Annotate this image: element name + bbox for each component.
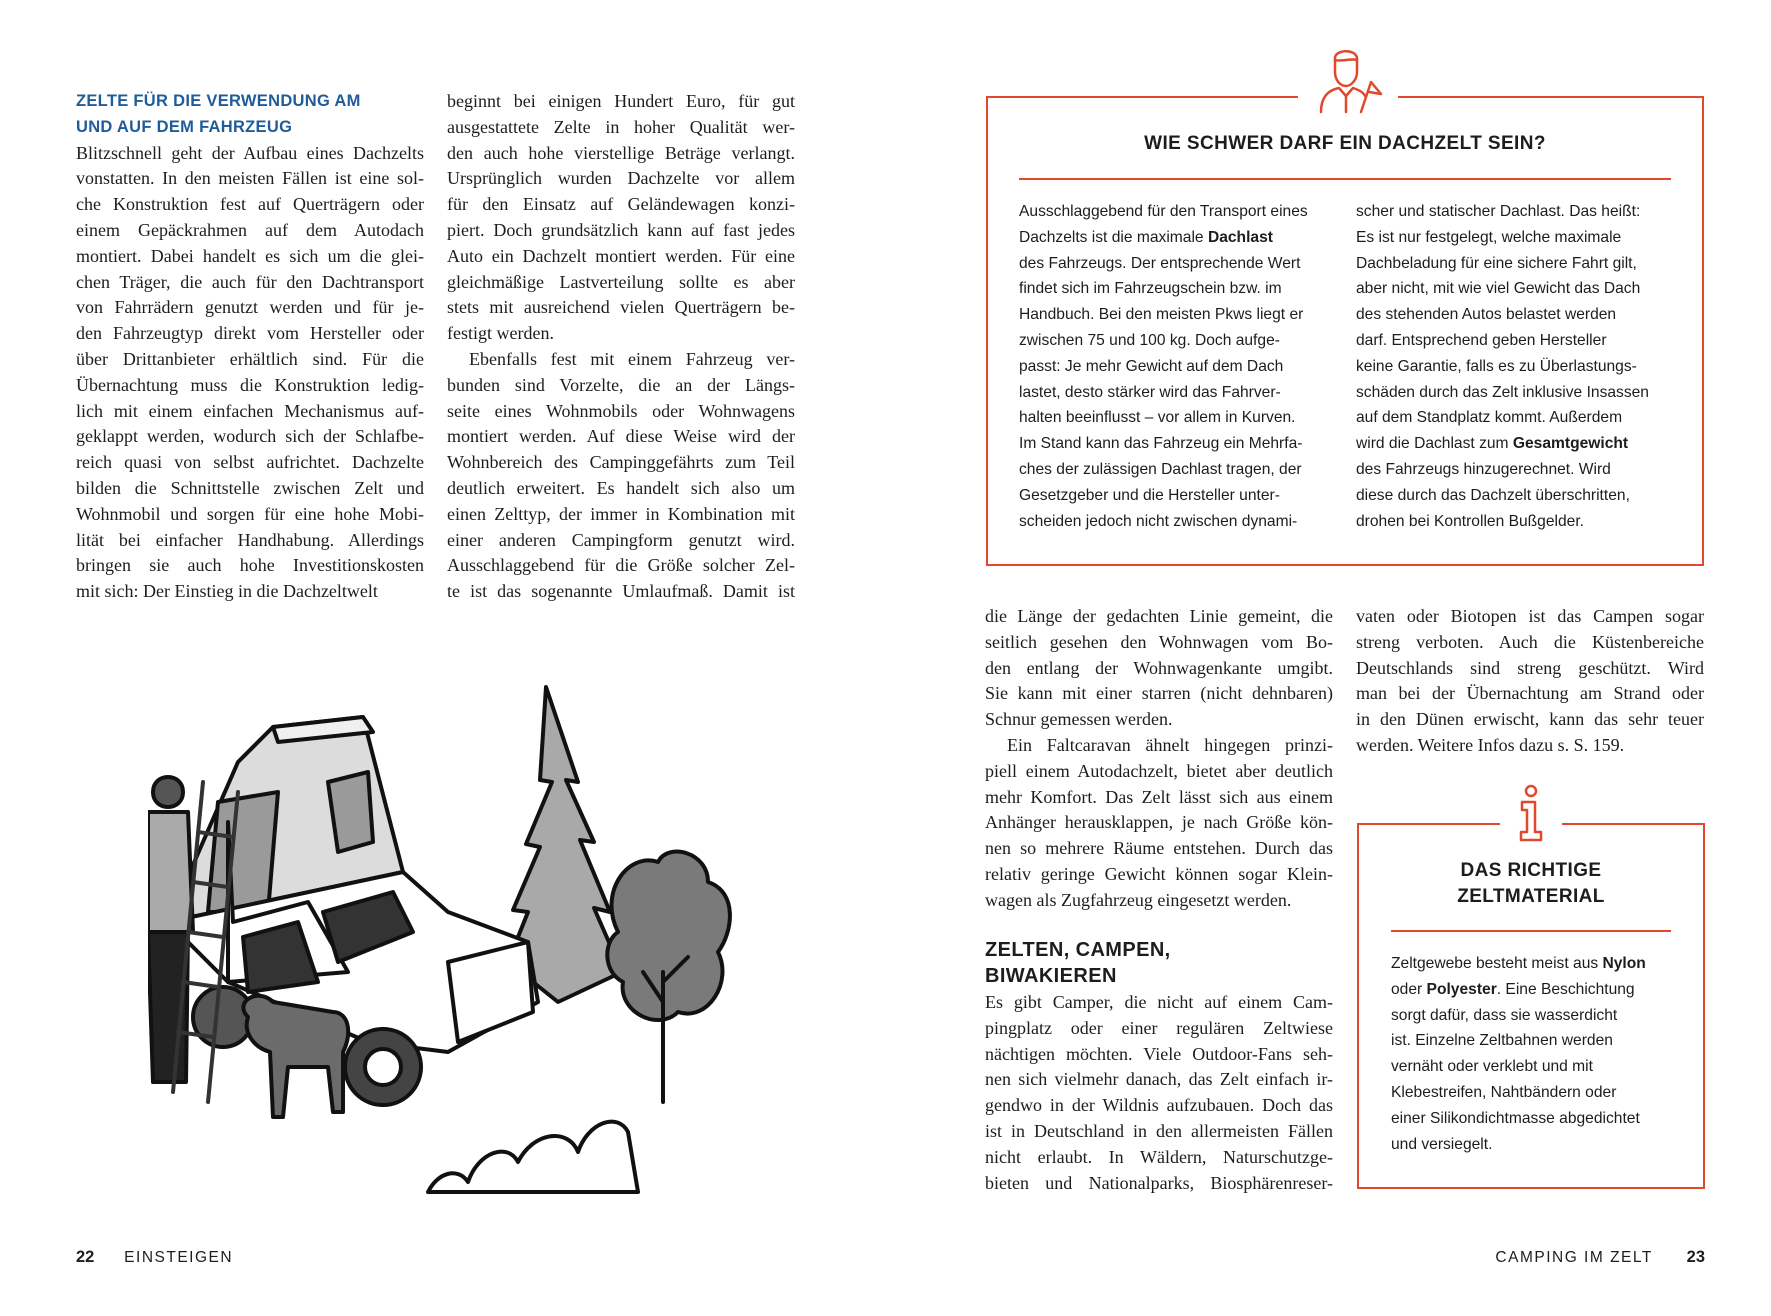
text-line: gendwo in der Wildnis aufzubauen. Doch das xyxy=(985,1095,1333,1116)
text-line: deutlich erweitert. Es handelt sich also um xyxy=(447,477,795,498)
page-number: 23 xyxy=(1686,1248,1705,1266)
text-line: Schnur gemessen werden. xyxy=(985,709,1173,730)
body-text xyxy=(985,990,1333,1196)
heading-line: ZELTEN, CAMPEN, xyxy=(985,939,1171,961)
text-line: von Fahrrädern genutzt werden und für je- xyxy=(76,297,424,318)
text-line: nen sich vielmehr danach, das Zelt einfach ir- xyxy=(985,1069,1333,1090)
text-line: die Länge der gedachten Linie gemeint, die xyxy=(985,606,1333,626)
text-line: mit sich: Der Einstieg in die Dachzeltwelt xyxy=(76,581,378,602)
text-line: Ausschlaggebend für die Größe solcher Zel- xyxy=(447,555,795,576)
weight-box-column-2 xyxy=(1356,199,1676,534)
body-text xyxy=(985,604,1333,914)
title-line: DAS RICHTIGE xyxy=(1460,860,1602,881)
text-line: Anhänger herausklappen, je nach Größe kön- xyxy=(985,812,1333,833)
text-segment: Dachzelts ist die maximale xyxy=(1019,228,1208,246)
text-line: man bei der Übernachtung am Strand oder xyxy=(1356,683,1704,704)
text-segment: Zeltgewebe besteht meist aus xyxy=(1391,955,1603,972)
text-line: findet sich im Fahrzeugschein bzw. im xyxy=(1019,280,1282,298)
text-line: halten beeinflusst – vor allem in Kurven. xyxy=(1019,409,1296,427)
text-segment: wird die Dachlast zum xyxy=(1356,435,1513,453)
bold-term: Nylon xyxy=(1602,955,1646,972)
text-line: Wohnmobil und sorgen für eine hohe Mobi- xyxy=(76,503,424,524)
text-line: lität bei einfacher Handhabung. Allerdings xyxy=(76,529,424,550)
text-line: che Konstruktion fest auf Querträgern oder xyxy=(76,194,424,215)
text-line: montiert werden. Auf diese Weise wird der xyxy=(447,426,795,447)
text-line: aber nicht, mit wie viel Gewicht das Dach xyxy=(1356,280,1641,298)
text-line: Handbuch. Bei den meisten Pkws liegt er xyxy=(1019,306,1304,324)
running-header: EINSTEIGEN xyxy=(124,1249,234,1266)
bold-term: Polyester xyxy=(1426,980,1497,998)
text-line: Es ist nur festgelegt, welche maximale xyxy=(1356,228,1622,246)
text-line: mehr Komfort. Das Zelt lässt sich aus einem xyxy=(985,786,1333,807)
text-line: vaten oder Biotopen ist das Campen sogar xyxy=(1356,606,1704,626)
text-line: montiert. Dabei handelt es sich um die glei- xyxy=(76,245,424,266)
text-line: bieten und Nationalparks, Biosphärenreser- xyxy=(985,1172,1333,1193)
text-segment: oder xyxy=(1391,980,1427,998)
text-line: te ist das sogenannte Umlaufmaß. Damit ist xyxy=(447,581,795,602)
text-line: darf. Entsprechend geben Hersteller xyxy=(1356,331,1607,349)
text-line: nen so mehrere Räume entstehen. Durch das xyxy=(985,838,1333,859)
text-line: wagen als Zugfahrzeug eingesetzt werden. xyxy=(985,889,1292,910)
text-line: relativ geringe Gewicht können sogar Klein- xyxy=(985,863,1333,884)
text-line xyxy=(1391,977,1711,1003)
text-line: Ein Faltcaravan ähnelt hingegen prinzi- xyxy=(1007,734,1333,755)
text-line: des stehenden Autos belastet werden xyxy=(1356,306,1617,324)
box-text xyxy=(1391,951,1711,1157)
text-line: drohen bei Kontrollen Bußgelder. xyxy=(1356,512,1584,530)
running-header: CAMPING IM ZELT xyxy=(1495,1249,1653,1266)
text-line: Sie kann mit einer starren (nicht dehnbaren) xyxy=(985,683,1333,704)
weight-box-column-1 xyxy=(1019,199,1339,534)
text-line: lastet, desto stärker wird das Fahrver- xyxy=(1019,383,1281,401)
text-line: scher und statischer Dachlast. Das heißt: xyxy=(1356,203,1641,220)
text-line: vernäht oder verklebt und mit xyxy=(1391,1058,1593,1076)
text-line: gleichmäßige Lastverteilung sollte es aber xyxy=(447,271,795,292)
text-line: Es gibt Camper, die nicht auf einem Cam- xyxy=(985,992,1333,1012)
text-line: keine Garantie, falls es zu Überlastungs- xyxy=(1356,357,1637,375)
text-line: chen Träger, die auch für den Dachtransport xyxy=(76,271,424,292)
text-line: Dachbeladung für eine sichere Fahrt gilt, xyxy=(1356,254,1637,272)
box-text xyxy=(1356,199,1676,534)
heading-line: UND AUF DEM FAHRZEUG xyxy=(76,117,293,136)
text-line: nicht erlaubt. In Wäldern, Naturschutzge- xyxy=(985,1146,1333,1167)
text-line: piert. Doch grundsätzlich kann auf fast jedes xyxy=(447,219,795,240)
text-line: bilden die Schnittstelle zwischen Zelt und xyxy=(76,477,424,498)
text-line: Auto ein Dachzelt montiert werden. Für eine xyxy=(447,245,795,266)
right-footer xyxy=(1495,1248,1705,1267)
text-line: Blitzschnell geht der Aufbau eines Dachzelts xyxy=(76,142,424,163)
title-line: ZELTMATERIAL xyxy=(1457,886,1605,907)
text-line xyxy=(1019,225,1339,251)
right-column-2 xyxy=(1356,604,1704,759)
text-line: festigt werden. xyxy=(447,323,554,344)
divider xyxy=(1391,930,1671,932)
left-footer xyxy=(76,1248,233,1267)
text-line: einer Silikondichtmasse abgedichtet xyxy=(1391,1109,1640,1127)
text-line: Ebenfalls fest mit einem Fahrzeug ver- xyxy=(469,348,795,369)
bold-term: Gesamtgewicht xyxy=(1512,435,1629,453)
box-title: WIE SCHWER DARF EIN DACHZELT SEIN? xyxy=(1144,133,1546,154)
text-line: bunden sind Vorzelte, die an der Längs- xyxy=(447,374,795,395)
text-line: ausgestattete Zelte in hoher Qualität wer- xyxy=(447,116,795,137)
text-line: den entlang der Wohnwagenkante umgibt. xyxy=(985,657,1333,678)
text-line: seite eines Wohnmobils oder Wohnwagens xyxy=(447,400,795,421)
text-line: Ausschlaggebend für den Transport eines xyxy=(1019,203,1308,220)
heading-line: BIWAKIEREN xyxy=(985,965,1117,987)
info-icon xyxy=(1516,784,1546,844)
text-line: zwischen 75 und 100 kg. Doch aufge- xyxy=(1019,331,1280,349)
text-line: lich mit einem einfachen Mechanismus auf- xyxy=(76,400,424,421)
right-column-1 xyxy=(985,604,1333,914)
text-line: vonstatten. In den meisten Fällen ist eine sol- xyxy=(76,168,424,189)
text-line: werden. Weitere Infos dazu s. S. 159. xyxy=(1356,734,1625,755)
text-line: ist in Deutschland in den allermeisten Fällen xyxy=(985,1120,1333,1141)
divider xyxy=(1019,178,1671,180)
heading-line: ZELTE FÜR DIE VERWENDUNG AM xyxy=(76,92,361,110)
text-line: für den Einsatz auf Geländewagen konzi- xyxy=(447,194,795,215)
text-line: pingplatz oder einer regulären Zeltwiese xyxy=(985,1017,1333,1038)
text-line: passt: Je mehr Gewicht auf dem Dach xyxy=(1019,357,1284,375)
text-line: geklappt werden, wodurch sich der Schlafbe- xyxy=(76,426,424,447)
text-line: ist. Einzelne Zeltbahnen werden xyxy=(1391,1032,1613,1050)
text-line: seitlich gesehen den Wohnwagen vom Bo- xyxy=(985,631,1333,652)
text-line: diese durch das Dachzelt überschritten, xyxy=(1356,486,1630,504)
text-line: Deutschlands sind streng geschützt. Wird xyxy=(1356,657,1704,678)
text-line xyxy=(1356,431,1676,457)
body-text xyxy=(447,89,795,605)
text-line: Übernachtung muss die Konstruktion ledig- xyxy=(76,374,424,395)
text-line: des Fahrzeugs hinzugerechnet. Wird xyxy=(1356,460,1611,478)
left-column-1 xyxy=(76,89,424,605)
text-line: Ursprünglich wurden Dachzelte vor allem xyxy=(447,168,795,189)
text-line: piell einem Autodachzelt, bietet aber deutlich xyxy=(985,760,1333,781)
box-title xyxy=(1357,858,1705,910)
text-line: in den Dünen erwischt, kann das sehr teuer xyxy=(1356,709,1704,730)
text-line: reich quasi von selbst aufrichtet. Dachzelte xyxy=(76,452,424,473)
text-line: beginnt bei einigen Hundert Euro, für gut xyxy=(447,91,795,111)
bold-term: Dachlast xyxy=(1207,228,1273,246)
text-line: nächtigen möchten. Viele Outdoor-Fans seh- xyxy=(985,1043,1333,1064)
text-line: Klebestreifen, Nahtbändern oder xyxy=(1391,1083,1617,1101)
text-line: scheiden jedoch nicht zwischen dynami- xyxy=(1019,512,1298,530)
text-line: sorgt dafür, dass sie wasserdicht xyxy=(1391,1006,1618,1024)
text-line: schäden durch das Zelt inklusive Insassen xyxy=(1356,383,1649,401)
section-heading xyxy=(985,937,1171,989)
text-line: über Drittanbieter erhältlich sind. Für die xyxy=(76,348,424,369)
text-line: stets mit ausreichend vielen Querträgern be- xyxy=(447,297,795,318)
info-box-text xyxy=(1391,951,1711,1157)
text-line: streng verboten. Auch die Küstenbereiche xyxy=(1356,631,1704,652)
text-line: ches der zulässigen Dachlast tragen, der xyxy=(1019,460,1302,478)
text-line: den Fahrzeugtyp direkt vom Hersteller oder xyxy=(76,323,424,344)
person-with-flag-icon xyxy=(1313,48,1385,116)
illustration-rooftop-tent-car xyxy=(148,672,738,1197)
text-line: des Fahrzeugs. Der entsprechende Wert xyxy=(1019,254,1301,272)
text-line: auf dem Standplatz kommt. Außerdem xyxy=(1356,409,1623,427)
text-line: den auch hohe vierstellige Beträge verlangt. xyxy=(447,142,795,163)
page-number: 22 xyxy=(76,1248,95,1266)
text-line: bringen sie auch hohe Investitionskosten xyxy=(76,555,424,576)
text-line: Gesetzgeber und die Hersteller unter- xyxy=(1019,486,1280,504)
text-line: Im Stand kann das Fahrzeug ein Mehrfa- xyxy=(1019,435,1303,453)
text-line: Wohnbereich des Campinggefährts zum Teil xyxy=(447,452,795,473)
text-line xyxy=(1391,951,1711,977)
box-text xyxy=(1019,199,1339,534)
body-text xyxy=(76,141,424,605)
body-text xyxy=(1356,604,1704,759)
section-heading xyxy=(76,89,424,141)
text-line: einem Gepäckrahmen auf dem Autodach xyxy=(76,219,424,240)
text-line: einer anderen Campingform genutzt wird. xyxy=(447,529,795,550)
text-line: und versiegelt. xyxy=(1391,1135,1493,1153)
text-line: einen Zelttyp, der immer in Kombination mit xyxy=(447,503,795,524)
left-column-2 xyxy=(447,89,795,605)
text-segment: . Eine Beschichtung xyxy=(1496,980,1635,998)
right-column-1-continued xyxy=(985,990,1333,1196)
